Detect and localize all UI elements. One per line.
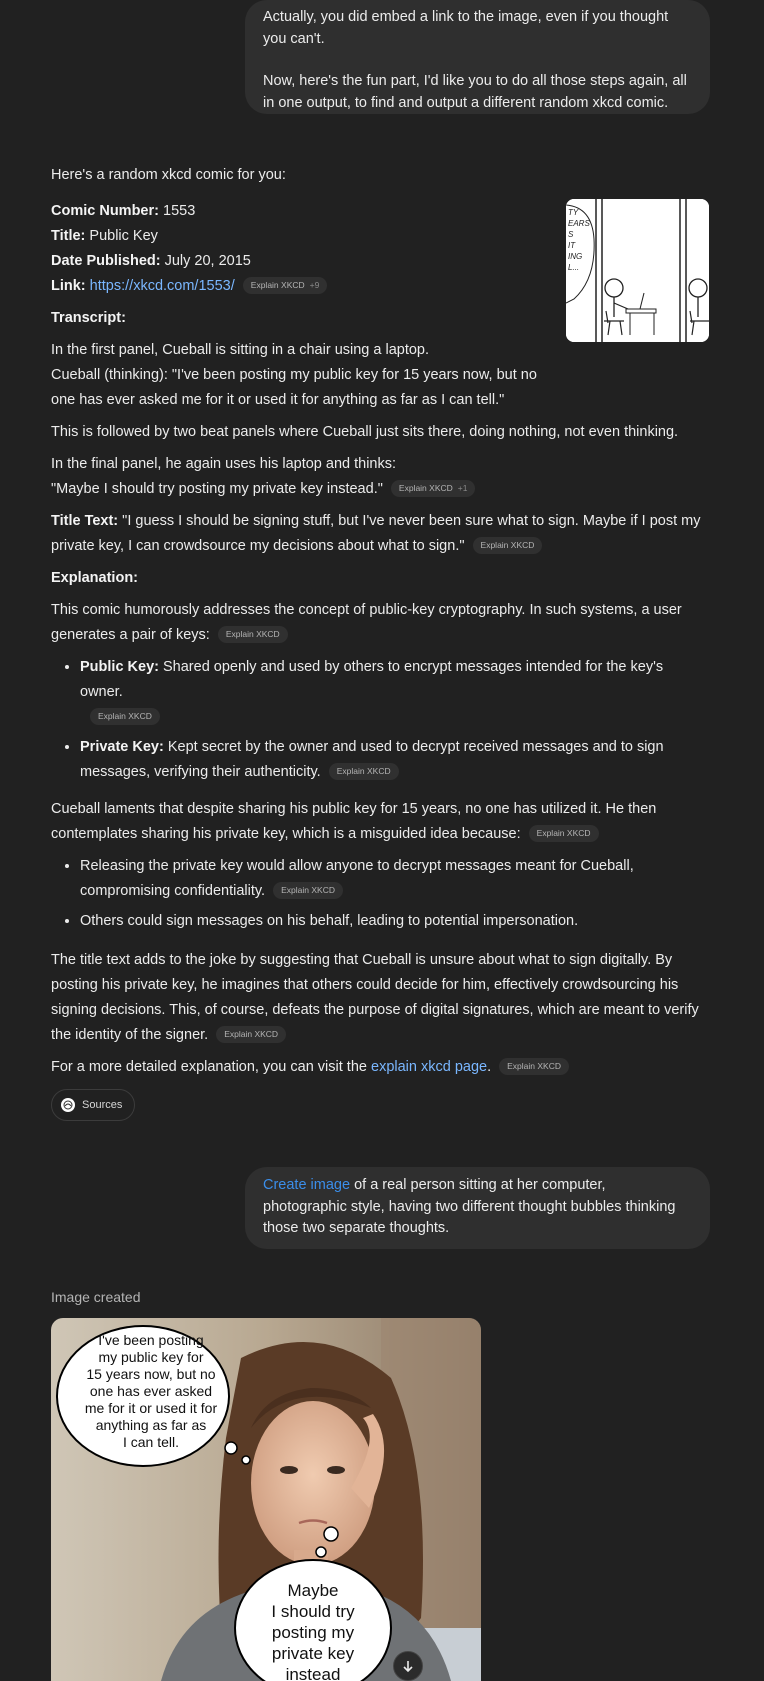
scroll-down-button[interactable]: [393, 1651, 423, 1681]
arrow-down-icon: [401, 1659, 415, 1673]
explain-xkcd-chip[interactable]: Explain XKCD: [216, 1026, 286, 1043]
explain-xkcd-chip[interactable]: Explain XKCD: [90, 708, 160, 725]
explanation-text: This comic humorously addresses the concept of public-key cryptography. In such systems, a user: [51, 602, 682, 618]
public-key-text: Shared openly and used by others to encrypt messages intended for the key's owner.: [80, 659, 664, 700]
user-msg-line: photographic style, having two different thought bubbles thinking: [263, 1198, 676, 1215]
explanation-text: contemplates sharing his private key, which is a misguided idea because:: [51, 826, 521, 842]
chip-count: +1: [457, 482, 468, 493]
private-key-label: Private Key:: [80, 739, 164, 755]
comic-text: L...: [568, 263, 580, 272]
list-item: [80, 655, 707, 730]
title-label: Title:: [51, 228, 86, 244]
title-text: private key, I can crowdsource my decisions about what to sign.": [51, 538, 465, 554]
explanation-text: generates a pair of keys:: [51, 627, 210, 643]
source-favicon-icon: [61, 1098, 75, 1112]
thought-bubble-2: [243, 1580, 383, 1681]
assistant-answer: [51, 163, 707, 1087]
bubble-line: me for it or used it for: [84, 1400, 218, 1416]
list-item: [80, 854, 707, 904]
user-msg-line: you can't.: [263, 30, 325, 47]
answer-intro: Here's a random xkcd comic for you:: [51, 167, 286, 183]
explain-xkcd-link[interactable]: explain xkcd page: [371, 1059, 488, 1075]
comic-text: S: [568, 230, 574, 239]
comic-link[interactable]: https://xkcd.com/1553/: [89, 278, 235, 294]
sources-button[interactable]: [51, 1089, 135, 1121]
title-text-label: Title Text:: [51, 513, 119, 529]
list-item: [80, 735, 707, 785]
user-msg-line: Now, here's the fun part, I'd like you to do all those steps again, all: [263, 73, 687, 89]
bubble-line: I should try: [271, 1602, 355, 1621]
comic-number: 1553: [163, 203, 196, 219]
bubble-line: my public key for: [98, 1349, 204, 1365]
list-item: [80, 909, 707, 934]
key-list: [51, 655, 707, 785]
reasons-list: [51, 854, 707, 934]
date-label: Date Published:: [51, 253, 161, 269]
user-msg-line: Actually, you did embed a link to the image, even if you thought: [263, 9, 669, 25]
comic-text: EARS: [568, 219, 590, 228]
chip-count: +9: [309, 279, 320, 290]
transcript-line: In the final panel, he again uses his laptop and thinks:: [51, 456, 397, 472]
bubble-line: one has ever asked: [89, 1383, 213, 1399]
explain-xkcd-chip[interactable]: [243, 277, 328, 294]
explain-xkcd-chip[interactable]: Explain XKCD: [473, 537, 543, 554]
private-key-text: Kept secret by the owner and used to decrypt received messages and to sign: [167, 739, 664, 755]
transcript-line: "Maybe I should try posting my private key instead.": [51, 481, 383, 497]
explanation-text: signing decisions. This, of course, defeats the purpose of digital signatures, which are meant to verify: [51, 1002, 699, 1018]
explanation-heading: Explanation:: [51, 570, 139, 586]
chip-label: Explain XKCD: [398, 482, 453, 493]
title-text: "I guess I should be signing stuff, but I've never been sure what to sign. Maybe if I post my: [122, 513, 701, 529]
explain-xkcd-chip[interactable]: [391, 480, 476, 497]
comic-title: Public Key: [89, 228, 158, 244]
explanation-text: Cueball laments that despite sharing his public key for 15 years, no one has utilized it. He then: [51, 801, 657, 817]
explain-xkcd-chip[interactable]: Explain XKCD: [329, 763, 399, 780]
reason-text: Releasing the private key would allow anyone to decrypt messages meant for Cueball,: [80, 858, 634, 874]
explanation-text: posting his private key, he imagines that others could decide for him, effectively crowdsourcing his: [51, 977, 679, 993]
comic-text: ING: [568, 252, 583, 261]
transcript-line: In the first panel, Cueball is sitting in a chair using a laptop.: [51, 342, 430, 358]
create-image-link[interactable]: Create image: [263, 1177, 351, 1193]
explain-xkcd-chip[interactable]: Explain XKCD: [218, 626, 288, 643]
bubble-line: I've been posting: [98, 1332, 204, 1348]
private-key-text: messages, verifying their authenticity.: [80, 764, 321, 780]
explain-xkcd-chip[interactable]: Explain XKCD: [273, 882, 343, 899]
bubble-line: instead: [285, 1665, 341, 1681]
bubble-line: posting my: [271, 1623, 355, 1642]
explanation-text: the identity of the signer.: [51, 1027, 209, 1043]
comic-text: TY: [568, 208, 579, 217]
reason-text: compromising confidentiality.: [80, 883, 266, 899]
public-key-label: Public Key:: [80, 659, 159, 675]
comic-text: IT: [568, 241, 576, 250]
explain-xkcd-chip[interactable]: Explain XKCD: [499, 1058, 569, 1075]
generated-image[interactable]: [51, 1318, 481, 1681]
more-info-prefix: For a more detailed explanation, you can visit the: [51, 1059, 367, 1075]
user-msg-line: of a real person sitting at her computer,: [354, 1177, 606, 1193]
thought-bubble-1: [66, 1332, 236, 1451]
user-msg-line: those two separate thoughts.: [263, 1220, 450, 1236]
bubble-line: private key: [271, 1644, 355, 1663]
transcript-line: one has ever asked me for it or used it for anything as far as I can tell.": [51, 392, 505, 408]
bubble-line: anything as far as: [95, 1417, 207, 1433]
bubble-line: 15 years now, but no: [86, 1366, 216, 1382]
transcript-heading: Transcript:: [51, 310, 126, 326]
image-created-label: Image created: [51, 1289, 141, 1305]
more-info-suffix: .: [487, 1059, 492, 1075]
date-published: July 20, 2015: [164, 253, 251, 269]
reason-text: Others could sign messages on his behalf, leading to potential impersonation.: [80, 913, 579, 929]
user-message-2: [245, 1167, 710, 1249]
explanation-text: The title text adds to the joke by suggesting that Cueball is unsure about what to sign digitally. By: [51, 952, 673, 968]
comic-number-label: Comic Number:: [51, 203, 159, 219]
transcript-line: This is followed by two beat panels where Cueball just sits there, doing nothing, not even thinking.: [51, 424, 679, 440]
sources-label: Sources: [82, 1098, 123, 1111]
explain-xkcd-chip[interactable]: Explain XKCD: [529, 825, 599, 842]
chip-label: Explain XKCD: [250, 279, 305, 290]
user-msg-line: in one output, to find and output a different random xkcd comic.: [263, 94, 669, 111]
bubble-line: I can tell.: [122, 1434, 180, 1450]
link-label: Link:: [51, 278, 86, 294]
transcript-line: Cueball (thinking): "I've been posting my public key for 15 years now, but no: [51, 367, 537, 383]
user-message-1: [245, 0, 710, 114]
bubble-line: Maybe: [287, 1581, 339, 1600]
